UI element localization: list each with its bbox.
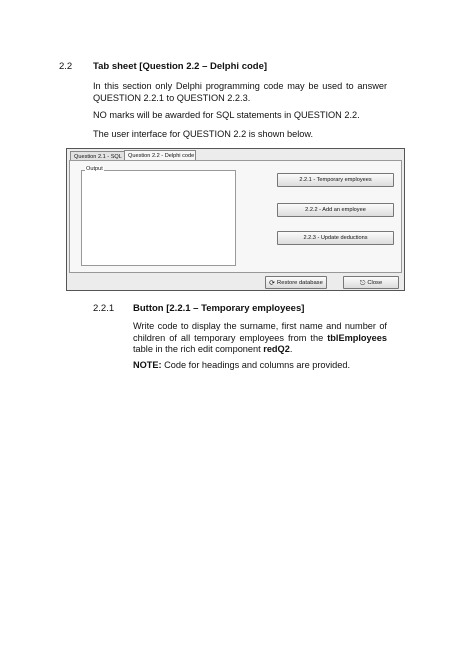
note-label: NOTE: — [133, 360, 162, 370]
paragraph-no-sql-marks: NO marks will be awarded for SQL statements in QUESTION 2.2. — [93, 110, 360, 120]
tab-question-2-1-sql[interactable]: Question 2.1 - SQL — [70, 151, 125, 161]
section-number: 2.2 — [59, 61, 73, 72]
paragraph-ui-shown: The user interface for QUESTION 2.2 is shown below. — [93, 129, 314, 139]
exit-door-icon: ⎋ — [359, 280, 366, 287]
subsection-body: Write code to display the surname, first name and number of children of all temporary employees from the tblEmployees table in the rich edit component redQ2. — [133, 321, 387, 354]
note-text: Code for headings and columns are provided. — [161, 360, 351, 370]
restore-database-label: Restore database — [277, 280, 323, 286]
output-label: Output — [86, 166, 103, 172]
temporary-employees-button[interactable]: 2.2.1 - Temporary employees — [277, 173, 394, 187]
update-deductions-button[interactable]: 2.2.3 - Update deductions — [277, 231, 394, 245]
refresh-icon: ⟳ — [269, 280, 276, 287]
section-title: Tab sheet [Question 2.2 – Delphi code] — [93, 61, 268, 72]
component-name: redQ2 — [263, 344, 290, 354]
tab-question-2-2-delphi[interactable]: Question 2.2 - Delphi code — [124, 150, 196, 161]
restore-database-button[interactable] — [265, 276, 327, 289]
paragraph-delphi-only: In this section only Delphi programming code may be used to answer QUESTION 2.2.1 to QUESTION 2.2.3. — [93, 81, 387, 103]
add-employee-button[interactable]: 2.2.2 - Add an employee — [277, 203, 394, 217]
subsection-title: Button [2.2.1 – Temporary employees] — [133, 303, 305, 314]
close-button[interactable] — [343, 276, 399, 289]
tab-panel — [69, 160, 402, 273]
subsection-number: 2.2.1 — [93, 303, 115, 314]
output-rich-edit[interactable] — [81, 166, 236, 266]
table-name: tblEmployees — [327, 332, 387, 343]
ui-screenshot — [66, 148, 405, 291]
subsection-note — [133, 360, 387, 372]
close-label: Close — [367, 280, 383, 286]
